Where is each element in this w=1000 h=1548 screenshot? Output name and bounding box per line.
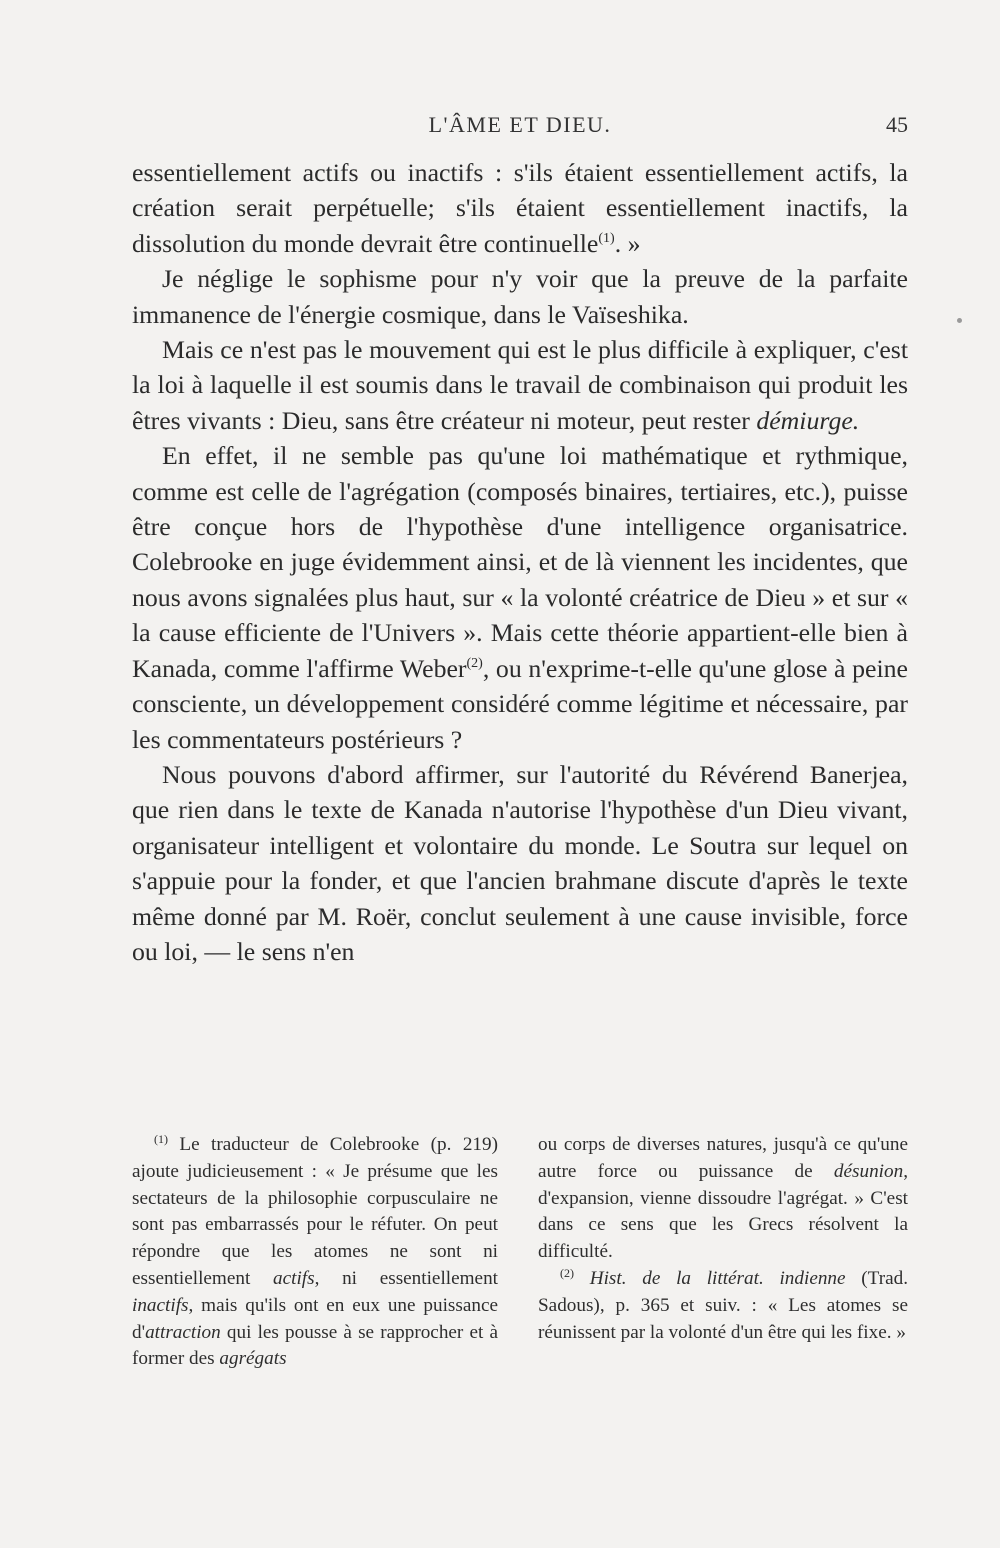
footnote-ref-2[interactable]: (2) (466, 655, 483, 671)
paragraph-2: Je néglige le sophisme pour n'y voir que la preuve de la parfaite immanence de l'énergie cosmique, dans le Vaïseshika. (132, 264, 908, 329)
footnotes-left-column (132, 1132, 498, 1373)
footnote-2-emphasis: Hist. de la littérat. indienne (574, 1267, 846, 1289)
footnote-1-text: , mais qu'ils ont en eux une puissance d' (132, 1294, 498, 1343)
main-text (132, 155, 908, 969)
footnote-1-emphasis: agrégats (219, 1348, 287, 1370)
footnote-1-cont-text: ou corps de diverses natures, jusqu'à ce qu'une autre force ou puissance de (538, 1134, 908, 1182)
paragraph-1-end: . » (614, 228, 641, 258)
paragraph-4 (132, 438, 908, 757)
footnote-2-text: (Trad. Sadous), p. 365 et suiv. : « Les atomes se réunissent par la volonté d'un être qui les fixe. » (538, 1267, 909, 1343)
paragraph-3 (132, 332, 908, 438)
paragraph-1-text: essentiellement actifs ou inactifs : s'ils étaient essentiellement actifs, la création serait perpétuelle; s'ils étaient essentiellement inactifs, la dissolution du monde devrait être continuelle (132, 158, 908, 258)
footnote-1-emphasis: attraction (145, 1321, 221, 1343)
paragraph-3-text: Mais ce n'est pas le mouvement qui est le plus difficile à expliquer, c'est la loi à laquelle il est soumis dans le travail de combinaison qui produit les êtres vivants : Dieu, sans être créateur ni moteur, peut rester (132, 335, 908, 435)
footnotes-right-column (538, 1132, 908, 1346)
footnote-1-text: Le traducteur de Colebrooke (p. 219) ajoute judicieusement : « Je présume que les sectateurs de la philosophie corpusculaire ne sont pas embarrassés pour le réfuter. On peut répondre que les atomes ne sont ni essentiellement (132, 1134, 498, 1289)
footnote-2-number: (2) (560, 1265, 574, 1280)
footnote-1-cont-text: , d'expansion, vienne dissoudre l'agrégat. » C'est dans ce sens que les Grecs résolvent la difficulté. (538, 1160, 908, 1263)
footnote-1-text: , ni essentiellement (314, 1267, 498, 1289)
paragraph-4-text: En effet, il ne semble pas qu'une loi mathématique et rythmique, comme est celle de l'agrégation (composés binaires, tertiaires, etc.), puisse être conçue hors de l'hypothèse d'une intelligence organisatrice. Colebrooke en juge évidemment ainsi, et de là viennent les incidentes, que nous avons signalées plus haut, sur « la volonté créatrice de Dieu » et sur « la cause efficiente de l'Univers ». Mais cette théorie appartient-elle bien à Kanada, comme l'affirme Weber (132, 441, 908, 683)
paragraph-5: Nous pouvons d'abord affirmer, sur l'autorité du Révérend Banerjea, que rien dans le texte de Kanada n'autorise l'hypothèse d'un Dieu vivant, organisateur intelligent et volontaire du monde. Le Soutra sur lequel on s'appuie pour la fonder, et que l'ancien brahmane discute d'après le texte même donné par M. Roër, conclut seulement à une cause invisible, force ou loi, — le sens n'en (132, 759, 908, 966)
paragraph-4-text-end: , ou n'exprime-t-elle qu'une glose à peine consciente, un développement considéré comme légitime et nécessaire, par les commentateurs postérieurs ? (132, 653, 908, 754)
footnote-2 (538, 1266, 908, 1346)
margin-speck (957, 318, 962, 323)
footnote-1-emphasis: inactifs (132, 1294, 189, 1316)
paragraph-3-emphasis: démiurge. (756, 405, 860, 435)
footnote-ref-1[interactable]: (1) (598, 230, 615, 246)
running-head (132, 112, 908, 142)
page-number: 45 (886, 112, 908, 137)
footnote-1-emphasis: actifs (273, 1267, 315, 1289)
footnote-1-text: qui les pousse à se rapprocher et à former des (132, 1321, 498, 1370)
footnote-1-cont-emphasis: désunion (833, 1160, 904, 1182)
footnote-1-continued (538, 1132, 908, 1266)
footnote-1-number: (1) (154, 1132, 168, 1146)
footnote-1 (132, 1132, 498, 1373)
paragraph-1 (132, 155, 908, 261)
running-title: L'ÂME ET DIEU. (428, 112, 612, 137)
